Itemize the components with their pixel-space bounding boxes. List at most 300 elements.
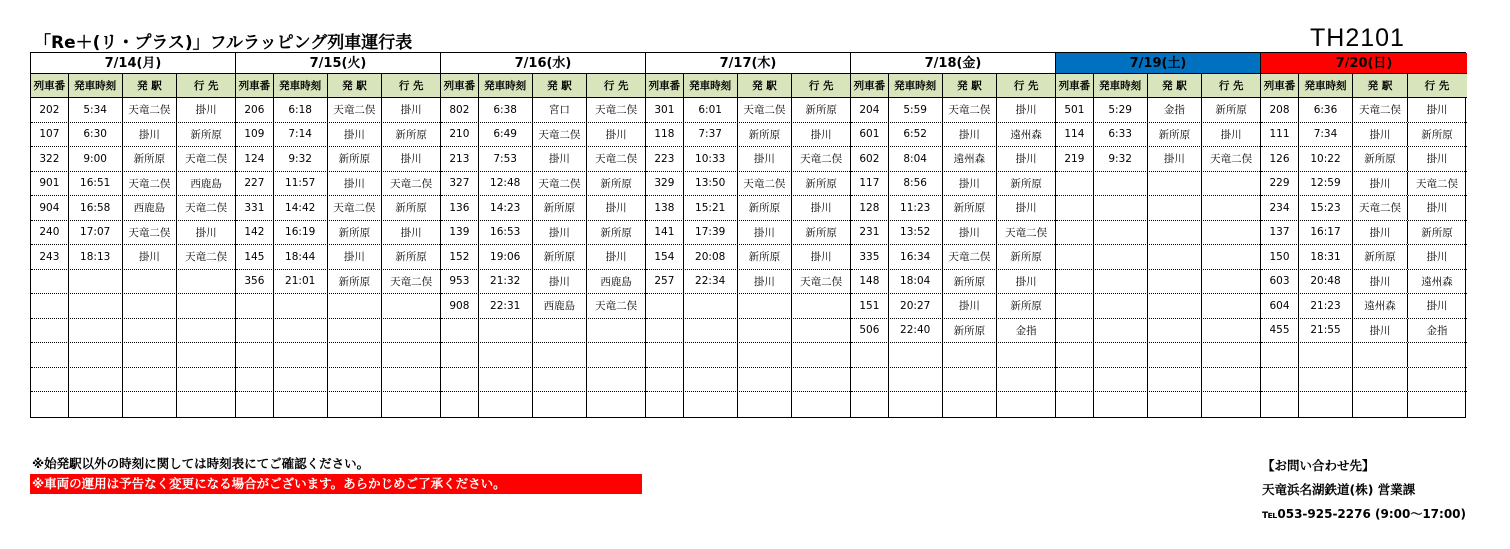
cell-to: 新所原 [805,177,837,190]
cell-to [1202,221,1260,245]
cell-no: 901 [31,172,69,196]
cell-from [123,368,178,392]
cell-time: 5:59 [889,98,943,122]
cell-no: 243 [31,245,69,269]
table-row [1056,270,1260,295]
cell-no: 111 [1261,123,1299,147]
cell-no: 603 [1261,270,1299,294]
cell-to [177,294,235,318]
cell-to: 掛川 [1015,202,1037,215]
cell-from: 天竜二俣 [738,98,793,122]
cell-time: 9:32 [274,147,328,171]
cell-from [123,343,178,367]
cell-to [177,368,235,392]
table-row [31,343,235,368]
cell-from: 天竜二俣 [533,123,588,147]
cell-time: 22:31 [479,294,533,318]
cell-no [646,294,684,318]
cell-to: 掛川 [1426,300,1448,313]
day-header: 7/20(日) [1261,53,1467,74]
cell-from: 新所原 [943,196,998,220]
cell-time [1094,270,1148,294]
cell-to [997,343,1055,367]
column-header-no: 列車番 [236,74,274,97]
table-row [1261,123,1467,148]
table-row [31,245,235,270]
cell-no [236,319,274,343]
cell-no: 240 [31,221,69,245]
cell-no [1056,343,1094,367]
cell-time [684,294,738,318]
cell-to [587,343,645,367]
table-row [646,343,850,368]
cell-time [274,392,328,417]
table-row [646,196,850,221]
cell-to [997,392,1055,417]
cell-no: 219 [1056,147,1094,171]
column-header-to: 行 先 [603,80,629,92]
table-row [236,98,440,123]
column-header-row [31,74,235,98]
cell-from [738,319,793,343]
column-header-time: 発車時刻 [684,74,738,97]
cell-time [479,392,533,417]
table-row [1056,98,1260,123]
cell-time: 6:52 [889,123,943,147]
cell-from: 天竜二俣 [533,172,588,196]
cell-time: 7:34 [1299,123,1353,147]
cell-to: 新所原 [395,128,427,141]
cell-to: 新所原 [600,177,632,190]
table-row [1056,147,1260,172]
cell-time [889,392,943,417]
cell-from [328,319,383,343]
page-title: 「Re＋(リ・プラス)」フルラッピング列車運行表 [34,33,413,53]
cell-time: 19:06 [479,245,533,269]
cell-from [1148,368,1203,392]
column-header-no: 列車番 [851,74,889,97]
table-row [441,196,645,221]
table-row [1261,221,1467,246]
table-row [1056,319,1260,344]
cell-to: 掛川 [1426,153,1448,166]
cell-time [274,319,328,343]
cell-from [1148,319,1203,343]
cell-from: 掛川 [328,245,383,269]
table-row [1261,270,1467,295]
table-row [1261,294,1467,319]
cell-from [123,319,178,343]
cell-no: 136 [441,196,479,220]
column-header-to: 行 先 [398,80,424,92]
cell-to: 天竜二俣 [1210,153,1253,166]
cell-from: 掛川 [943,172,998,196]
cell-no [1056,368,1094,392]
cell-time: 6:36 [1299,98,1353,122]
cell-time [1299,368,1353,392]
cell-time [684,368,738,392]
cell-no: 227 [236,172,274,196]
cell-to: 掛川 [810,128,832,141]
cell-to [792,392,850,417]
cell-from [533,392,588,417]
cell-from: 掛川 [328,123,383,147]
note-change-warning: ※車両の運用は予告なく変更になる場合がございます。あらかじめご了承ください。 [30,474,642,494]
cell-no [646,368,684,392]
cell-from: 掛川 [123,245,178,269]
cell-time: 5:29 [1094,98,1148,122]
cell-from [1148,343,1203,367]
cell-to [382,392,440,417]
column-header-row [236,74,440,98]
column-header-to: 行 先 [1218,80,1244,92]
cell-from [1148,196,1203,220]
cell-from [1148,392,1203,417]
day-header: 7/18(金) [851,53,1055,74]
table-row [1056,368,1260,393]
cell-from: 新所原 [1353,245,1408,269]
table-row [851,221,1055,246]
cell-from [738,392,793,417]
table-row [236,147,440,172]
table-row [1056,172,1260,197]
cell-no [851,392,889,417]
cell-no: 506 [851,319,889,343]
cell-from: 西鹿島 [533,294,588,318]
cell-to [1202,294,1260,318]
cell-from [1353,392,1408,417]
cell-to [587,319,645,343]
cell-from: 掛川 [738,270,793,294]
table-row [236,245,440,270]
table-row [441,392,645,417]
cell-time: 10:33 [684,147,738,171]
cell-no: 138 [646,196,684,220]
cell-no [31,343,69,367]
column-header-time: 発車時刻 [479,74,533,97]
cell-from: 金指 [1148,98,1203,122]
day-header: 7/16(水) [441,53,645,74]
cell-no [31,368,69,392]
cell-time: 16:58 [69,196,123,220]
column-header-no: 列車番 [1056,74,1094,97]
cell-from: 掛川 [1353,270,1408,294]
column-header-from: 発 駅 [943,74,998,97]
contact-tel: ℡053-925-2276 (9:00～17:00) [1262,507,1467,521]
cell-no: 229 [1261,172,1299,196]
column-header-from: 発 駅 [1353,74,1408,97]
day-header: 7/15(火) [236,53,440,74]
cell-to: 掛川 [195,226,217,239]
cell-from [533,319,588,343]
cell-from: 新所原 [328,270,383,294]
cell-no: 904 [31,196,69,220]
cell-time: 17:07 [69,221,123,245]
cell-time [479,368,533,392]
cell-from: 掛川 [328,172,383,196]
cell-time [1299,392,1353,417]
cell-to: 天竜二俣 [595,300,638,313]
cell-to: 天竜二俣 [1005,226,1048,239]
cell-from [1148,270,1203,294]
cell-time: 18:44 [274,245,328,269]
cell-to: 西鹿島 [600,275,632,288]
cell-no: 604 [1261,294,1299,318]
table-row [851,343,1055,368]
table-row [646,147,850,172]
table-row [1056,221,1260,246]
cell-to: 新所原 [805,226,837,239]
column-header-to: 行 先 [1013,80,1039,92]
cell-no [646,343,684,367]
cell-no: 124 [236,147,274,171]
cell-time [69,294,123,318]
cell-time: 6:30 [69,123,123,147]
cell-time [1094,343,1148,367]
cell-no: 953 [441,270,479,294]
cell-from [1148,172,1203,196]
table-row [646,270,850,295]
table-row [31,147,235,172]
column-header-row [646,74,850,98]
table-row [851,172,1055,197]
cell-no: 601 [851,123,889,147]
table-row [31,319,235,344]
cell-no: 455 [1261,319,1299,343]
column-header-time: 発車時刻 [1299,74,1353,97]
cell-from: 新所原 [533,196,588,220]
table-row [236,172,440,197]
table-row [31,392,235,417]
column-header-row [1056,74,1260,98]
cell-no: 118 [646,123,684,147]
cell-to: 掛川 [1015,104,1037,117]
column-header-from: 発 駅 [1148,74,1203,97]
table-row [1056,294,1260,319]
cell-no: 128 [851,196,889,220]
cell-no: 501 [1056,98,1094,122]
table-row [851,368,1055,393]
day-header: 7/14(月) [31,53,235,74]
cell-time [1094,196,1148,220]
cell-to: 新所原 [395,202,427,215]
cell-from: 遠州森 [1353,294,1408,318]
cell-to [792,343,850,367]
cell-to [1202,270,1260,294]
cell-time: 10:22 [1299,147,1353,171]
cell-from: 天竜二俣 [123,221,178,245]
table-row [441,294,645,319]
table-row [1261,172,1467,197]
table-row [646,245,850,270]
table-row [646,319,850,344]
cell-time: 7:14 [274,123,328,147]
cell-from [1353,343,1408,367]
table-row [31,368,235,393]
table-row [236,270,440,295]
cell-to [587,368,645,392]
cell-time: 15:21 [684,196,738,220]
table-row [1261,319,1467,344]
table-row [851,392,1055,417]
cell-time [684,343,738,367]
cell-no: 335 [851,245,889,269]
contact-block [1262,454,1466,526]
cell-no: 223 [646,147,684,171]
cell-time: 16:19 [274,221,328,245]
table-row [236,294,440,319]
cell-from: 掛川 [943,221,998,245]
day-column [851,53,1056,417]
cell-to [1408,392,1466,417]
cell-from: 掛川 [943,123,998,147]
cell-no [851,368,889,392]
day-column [1261,53,1467,417]
cell-from: 掛川 [533,221,588,245]
cell-from: 掛川 [738,221,793,245]
table-row [646,392,850,417]
cell-no [441,392,479,417]
cell-to: 掛川 [195,104,217,117]
column-header-row [851,74,1055,98]
cell-time: 16:51 [69,172,123,196]
day-column [646,53,851,417]
cell-time: 14:42 [274,196,328,220]
table-row [1056,343,1260,368]
cell-time: 6:18 [274,98,328,122]
cell-no [236,294,274,318]
cell-to: 金指 [1426,324,1448,337]
table-row [236,343,440,368]
cell-from: 新所原 [328,147,383,171]
cell-no [646,392,684,417]
cell-from [123,392,178,417]
cell-from [943,343,998,367]
cell-no: 210 [441,123,479,147]
cell-from [943,392,998,417]
cell-to [177,343,235,367]
cell-time: 20:08 [684,245,738,269]
cell-to: 掛川 [400,226,422,239]
cell-to [1408,343,1466,367]
cell-no: 152 [441,245,479,269]
table-row [441,221,645,246]
cell-time: 21:01 [274,270,328,294]
cell-time: 9:32 [1094,147,1148,171]
cell-time [889,343,943,367]
column-header-row [1261,74,1467,98]
cell-to: 天竜二俣 [800,275,843,288]
cell-time: 14:23 [479,196,533,220]
cell-from [123,294,178,318]
cell-time: 17:39 [684,221,738,245]
cell-from: 天竜二俣 [1353,98,1408,122]
column-header-no: 列車番 [31,74,69,97]
table-row [441,147,645,172]
cell-time [69,368,123,392]
cell-no: 331 [236,196,274,220]
cell-no [1056,319,1094,343]
cell-time: 11:57 [274,172,328,196]
cell-time: 13:52 [889,221,943,245]
table-row [441,123,645,148]
cell-no: 151 [851,294,889,318]
note-timetable: ※始発駅以外の時刻に関しては時刻表にてご確認ください。 [32,456,370,471]
cell-no: 145 [236,245,274,269]
cell-from: 新所原 [123,147,178,171]
cell-from: 新所原 [738,245,793,269]
cell-no: 154 [646,245,684,269]
cell-from: 新所原 [1353,147,1408,171]
cell-no: 327 [441,172,479,196]
table-row [646,98,850,123]
cell-to: 新所原 [600,226,632,239]
table-row [851,294,1055,319]
timetable-grid [30,52,1466,418]
cell-no: 602 [851,147,889,171]
cell-no [851,343,889,367]
table-row [1261,343,1467,368]
table-row [441,245,645,270]
cell-to: 掛川 [605,202,627,215]
cell-no: 322 [31,147,69,171]
cell-no: 107 [31,123,69,147]
cell-no: 114 [1056,123,1094,147]
cell-no: 208 [1261,98,1299,122]
cell-to: 金指 [1015,324,1037,337]
cell-from: 天竜二俣 [123,98,178,122]
cell-from: 新所原 [533,245,588,269]
document-code: TH2101 [1310,24,1405,52]
table-row [31,196,235,221]
cell-time: 18:04 [889,270,943,294]
cell-no [1056,196,1094,220]
cell-no: 234 [1261,196,1299,220]
column-header-time: 発車時刻 [1094,74,1148,97]
cell-time [1094,172,1148,196]
table-row [441,368,645,393]
cell-from: 新所原 [738,196,793,220]
cell-no: 356 [236,270,274,294]
cell-to [177,319,235,343]
cell-no [441,319,479,343]
cell-to [1202,245,1260,269]
cell-from [943,368,998,392]
cell-no [1261,368,1299,392]
table-row [1261,147,1467,172]
cell-to [792,368,850,392]
cell-from: 新所原 [738,123,793,147]
cell-to [177,270,235,294]
cell-time [1094,294,1148,318]
table-row [646,368,850,393]
cell-no: 137 [1261,221,1299,245]
cell-no [1056,245,1094,269]
cell-time: 6:01 [684,98,738,122]
table-row [646,123,850,148]
cell-from [328,392,383,417]
table-row [851,245,1055,270]
cell-to: 掛川 [1220,128,1242,141]
cell-from [1148,221,1203,245]
cell-no: 142 [236,221,274,245]
cell-no: 141 [646,221,684,245]
cell-from: 掛川 [943,294,998,318]
cell-no: 204 [851,98,889,122]
cell-from [328,343,383,367]
cell-from: 新所原 [1148,123,1203,147]
cell-time: 22:34 [684,270,738,294]
